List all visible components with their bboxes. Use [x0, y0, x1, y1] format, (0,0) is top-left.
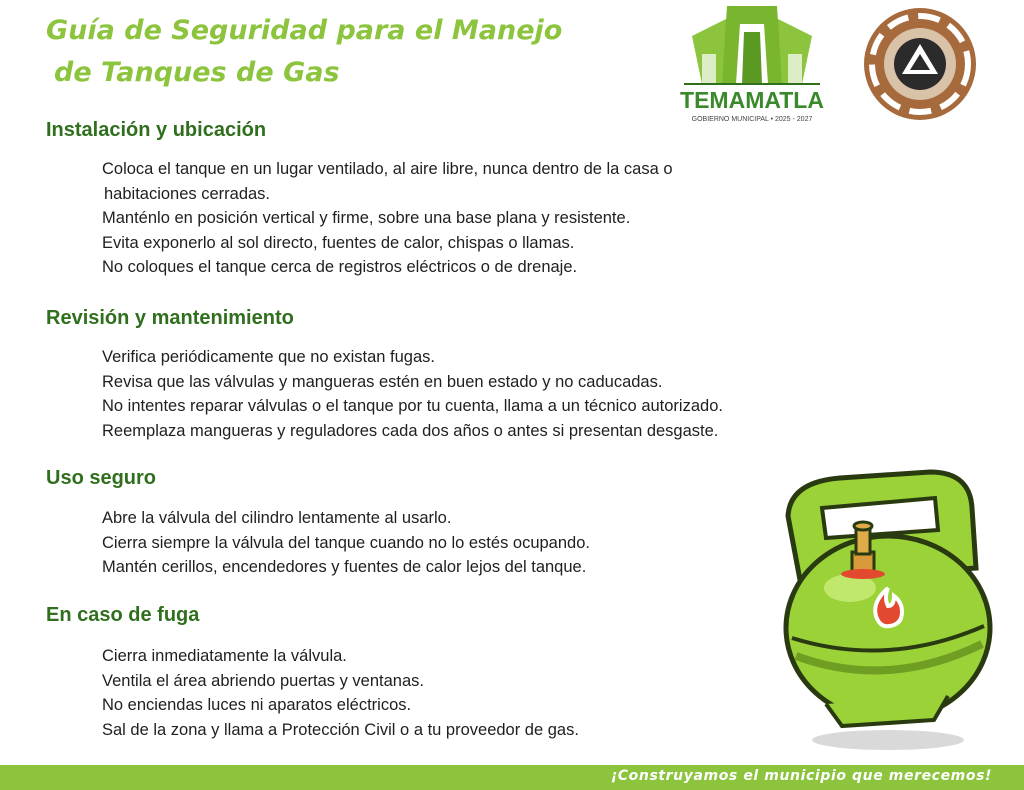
- maintenance-list: [46, 345, 866, 443]
- list-item: No intentes reparar válvulas o el tanque por tu cuenta, llama a un técnico autorizado.: [102, 397, 723, 415]
- list-item: habitaciones cerradas.: [104, 184, 271, 203]
- list-item: Reemplaza mangueras y reguladores cada dos años o antes si presentan desgaste.: [102, 421, 719, 440]
- page-title-line-1: Guía de Seguridad para el Manejo: [46, 15, 563, 46]
- page-title-line-2: de Tanques de Gas: [54, 57, 340, 88]
- footer-slogan: ¡Construyamos el municipio que merecemos!: [610, 768, 992, 784]
- list-item: Cierra inmediatamente la válvula.: [102, 647, 347, 665]
- list-item: Abre la válvula del cilindro lentamente al usarlo.: [102, 509, 452, 527]
- list-item: Revisa que las válvulas y mangueras estén en buen estado y no caducadas.: [102, 372, 663, 391]
- section-heading: Uso seguro: [46, 467, 157, 489]
- installation-list: [46, 157, 866, 280]
- leak-list: [46, 644, 866, 742]
- page-title: [46, 10, 562, 94]
- section-leak: [46, 604, 866, 742]
- section-heading: Instalación y ubicación: [46, 119, 267, 141]
- gas-tank-illustration: [770, 468, 1000, 758]
- safe-use-list: [46, 506, 866, 580]
- list-item: No coloques el tanque cerca de registros eléctricos o de drenaje.: [102, 258, 578, 276]
- footer-bar: [0, 765, 1024, 790]
- list-item: Manténlo en posición vertical y firme, sobre una base plana y resistente.: [102, 209, 631, 227]
- section-maintenance: [46, 307, 866, 443]
- list-item: Sal de la zona y llama a Protección Civil o a tu proveedor de gas.: [102, 720, 579, 739]
- section-safe-use: [46, 467, 866, 580]
- section-heading: En caso de fuga: [46, 604, 200, 626]
- civil-protection-emblem: [860, 4, 980, 124]
- temamatla-logo: [672, 6, 832, 126]
- list-item: Verifica periódicamente que no existan fugas.: [102, 348, 435, 366]
- list-item: Cierra siempre la válvula del tanque cuando no lo estés ocupando.: [102, 533, 590, 552]
- list-item: Ventila el área abriendo puertas y ventanas.: [102, 671, 424, 690]
- list-item: Evita exponerlo al sol directo, fuentes de calor, chispas o llamas.: [102, 233, 575, 252]
- list-item: Mantén cerillos, encendedores y fuentes de calor lejos del tanque.: [102, 558, 587, 576]
- section-installation: [46, 119, 866, 280]
- list-item: Coloca el tanque en un lugar ventilado, al aire libre, nunca dentro de la casa o: [102, 160, 673, 178]
- municipality-subtitle: GOBIERNO MUNICIPAL • 2025 - 2027: [691, 116, 813, 123]
- municipality-name: TEMAMATLA: [680, 87, 824, 113]
- section-heading: Revisión y mantenimiento: [46, 307, 294, 329]
- list-item: No enciendas luces ni aparatos eléctricos.: [102, 696, 412, 714]
